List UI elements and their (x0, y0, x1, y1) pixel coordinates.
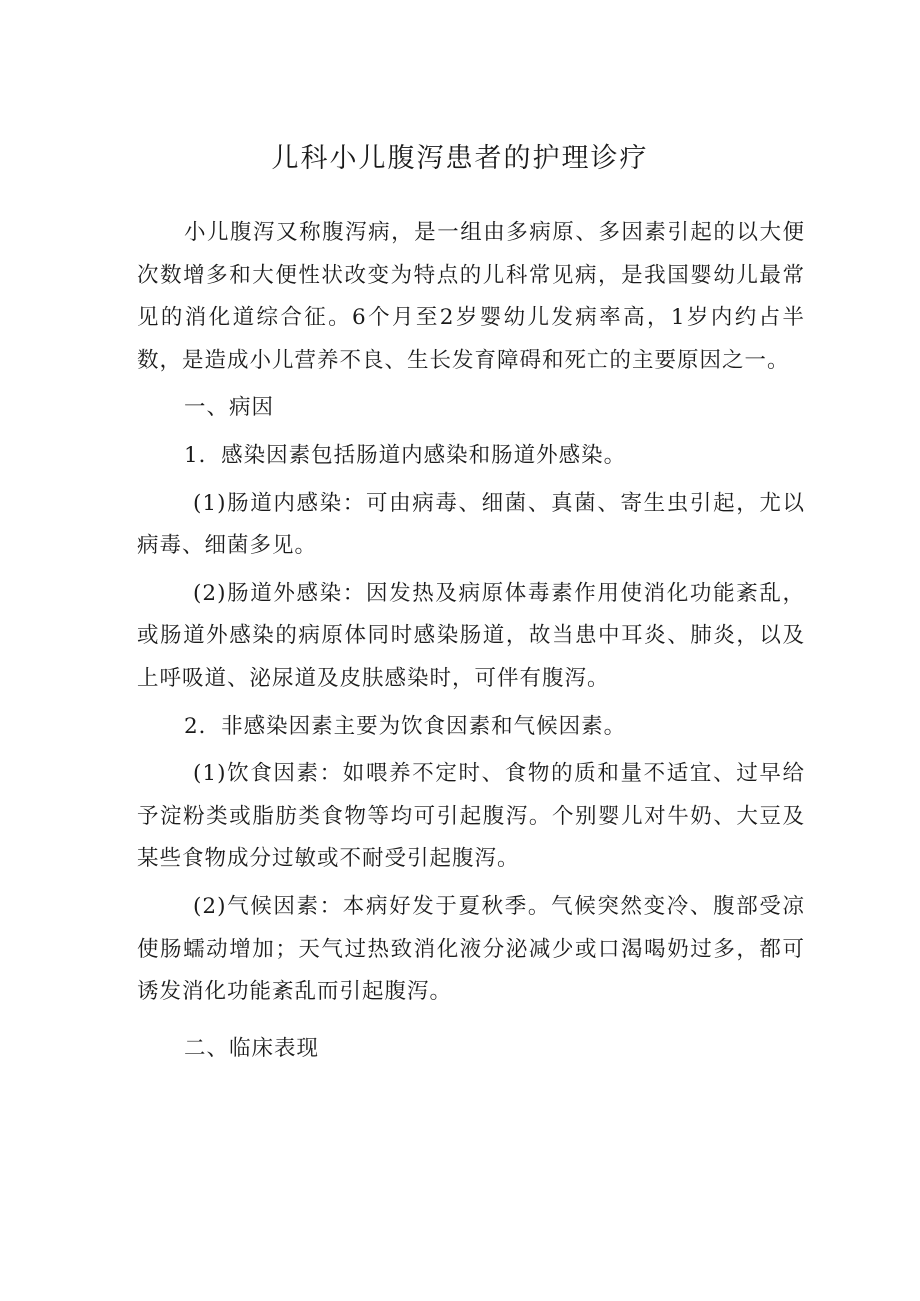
item-noninfectious-factors: 2．非感染因素主要为饮食因素和气候因素。 (184, 713, 627, 739)
sub-item-extraintestinal-infection: (2)肠道外感染：因发热及病原体毒素作用使消化功能紊乱，或肠道外感染的病原体同时感染肠道，故当患中耳炎、肺炎，以及上呼吸道、泌尿道及皮肤感染时，可伴有腹泻。 (137, 580, 805, 691)
item-infectious-factors: 1．感染因素包括肠道内感染和肠道外感染。 (184, 442, 627, 468)
section-heading-clinical: 二、临床表现 (184, 1035, 320, 1061)
sub-item-intestinal-infection: (1)肠道内感染：可由病毒、细菌、真菌、寄生虫引起，尤以病毒、细菌多见。 (137, 490, 805, 559)
sub-item-climate-factors: (2)气候因素：本病好发于夏秋季。气候突然变冷、腹部受凉使肠蠕动增加；天气过热致消化液分泌减少或口渴喝奶过多，都可诱发消化功能紊乱而引起腹泻。 (137, 893, 805, 1005)
page-title: 儿科小儿腹泻患者的护理诊疗 (271, 143, 649, 175)
sub-item-diet-factors: (1)饮食因素：如喂养不定时、食物的质和量不适宜、过早给予淀粉类或脂肪类食物等均可引起腹泻。个别婴儿对牛奶、大豆及某些食物成分过敏或不耐受引起腹泻。 (137, 761, 805, 872)
intro-paragraph: 小儿腹泻又称腹泻病，是一组由多病原、多因素引起的以大便次数增多和大便性状改变为特点的儿科常见病，是我国婴幼儿最常见的消化道综合征。6个月至2岁婴幼儿发病率高，1岁内约占半数，是造成小儿营养不良、生长发育障碍和死亡的主要原因之一。 (137, 220, 805, 373)
document-body (137, 212, 805, 1075)
section-heading-causes: 一、病因 (184, 395, 275, 421)
